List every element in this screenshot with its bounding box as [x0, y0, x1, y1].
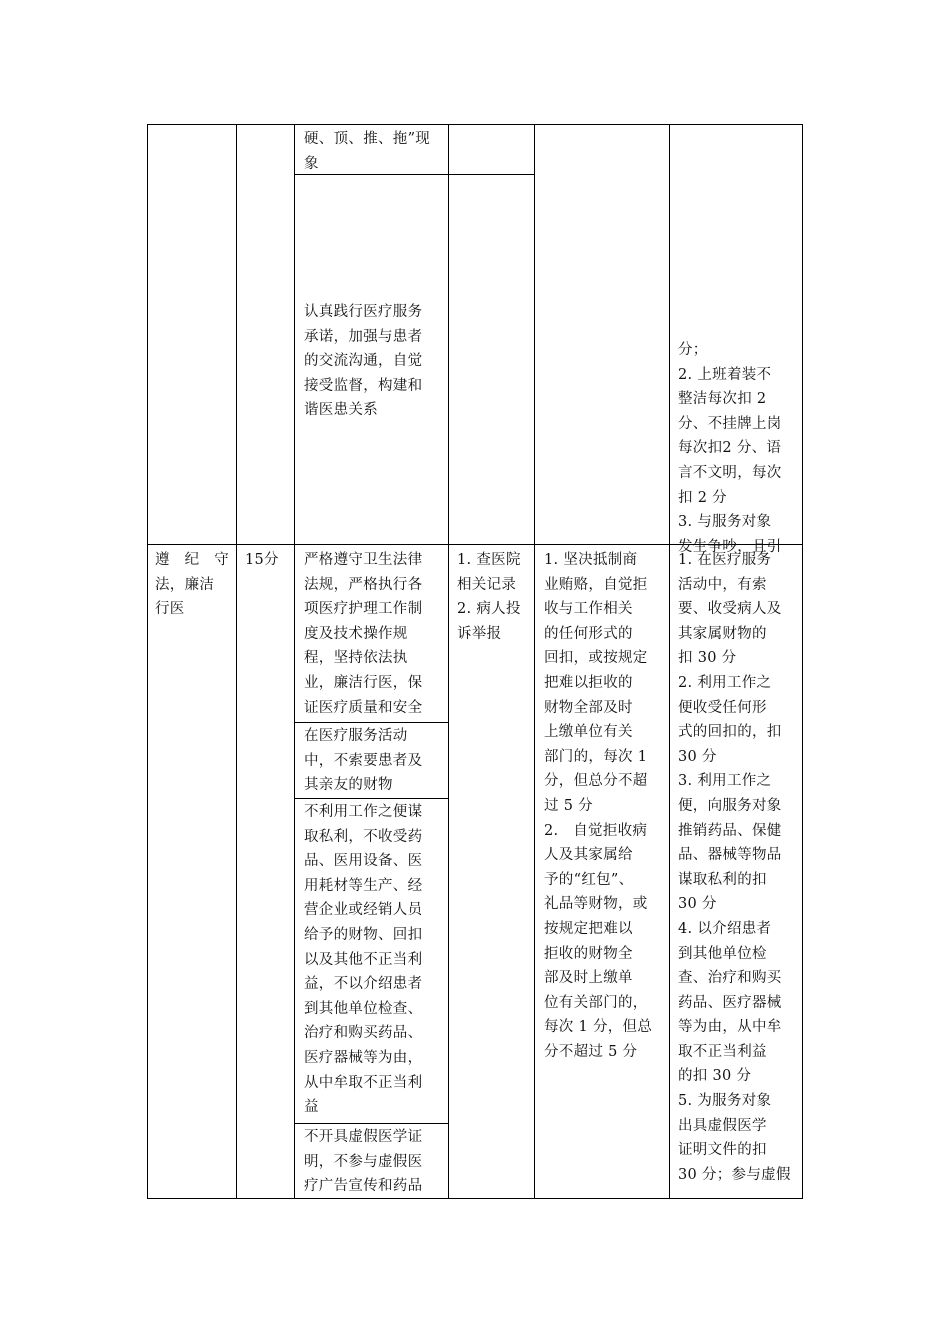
standard-subrow-divider-3 [294, 1123, 449, 1124]
deduction-criteria-cell: 1. 在医疗服务 活动中，有索 要、收受病人及 其家属财物的 扣 30 分 2. 利用工作之 便收受任何形 式的回扣的，扣 30 分 3. 利用工作之 便，向服务对象 推销药品、保健 品、器械等物品 谋取私利的扣 30 分 4. 以介绍患者 到其他单位检 查、治疗和购买 药品、医疗器械 等为由，从中牟 取不正当利益 的扣 30 分 5. 为服务对象 出具虚假医学 证明文件的扣 30 分；参与虚假 [678, 552, 791, 1183]
table-border-top [147, 124, 803, 125]
standard-relationship-text: 认真践行医疗服务 承诺，加强与患者 的交流沟通，自觉 接受监督，构建和 谐医患关系 [304, 304, 423, 419]
standard-subrow-divider-2 [294, 798, 449, 799]
standard-text-3: 不利用工作之便谋 取私利，不收受药 品、医用设备、医 用耗材等生产、经 营企业或经销人员 给予的财物、回扣 以及其他不正当利 益，不以介绍患者 到其他单位检查、 治疗和购买药品、 医疗器械等为由， 从中牟取不正当利 益 [304, 804, 423, 1116]
column-divider-1 [236, 124, 237, 1199]
column-divider-2 [294, 124, 295, 1199]
deduction-continued-text: 分； 2. 上班着装不 整洁每次扣 2 分、不挂牌上岗 每次扣2 分、语 言不文明，每次 扣 2 分 3. 与服务对象 发生争吵，且引 [678, 342, 782, 555]
standard-text-2: 在医疗服务活动 中，不索要患者及 其亲友的财物 [304, 728, 423, 794]
standard-text-1: 严格遵守卫生法律 法规，严格执行各 项医疗护理工作制 度及技术操作规 程，坚持依法执 业，廉洁行医，保 证医疗质量和安全 [304, 552, 423, 716]
standard-continued-text: 硬、顶、推、拖”现 象 [304, 131, 431, 172]
table-border-right [802, 124, 803, 1199]
column-divider-3 [448, 124, 449, 1199]
standard-text-4: 不开具虚假医学证 明，不参与虚假医 疗广告宣传和药品 [304, 1129, 423, 1195]
table-border-bottom [147, 1198, 803, 1199]
assessment-method-cell: 1. 查医院 相关记录 2. 病人投 诉举报 [457, 552, 521, 642]
table-border-left [147, 124, 148, 1199]
item-name-cell: 遵 纪 守 法，廉洁 行医 [155, 552, 229, 618]
column-divider-4 [534, 124, 535, 1199]
column-divider-5 [669, 124, 670, 1199]
standard-subrow-divider-1 [294, 722, 449, 723]
bonus-criteria-cell: 1. 坚决抵制商 业贿赂，自觉拒 收与工作相关 的任何形式的 回扣，或按规定 把难以拒收的 财物全部及时 上缴单位有关 部门的，每次 1 分，但总分不超 过 5 分 2. 自觉拒收病 人及其家属给 予的“红包”、 礼品等财物，或 按规定把难以 拒收的财物全 部及时上缴单 位有关部门的， 每次 1 分，但总 分不超过 5 分 [544, 552, 653, 1060]
score-cell: 15分 [245, 552, 279, 568]
